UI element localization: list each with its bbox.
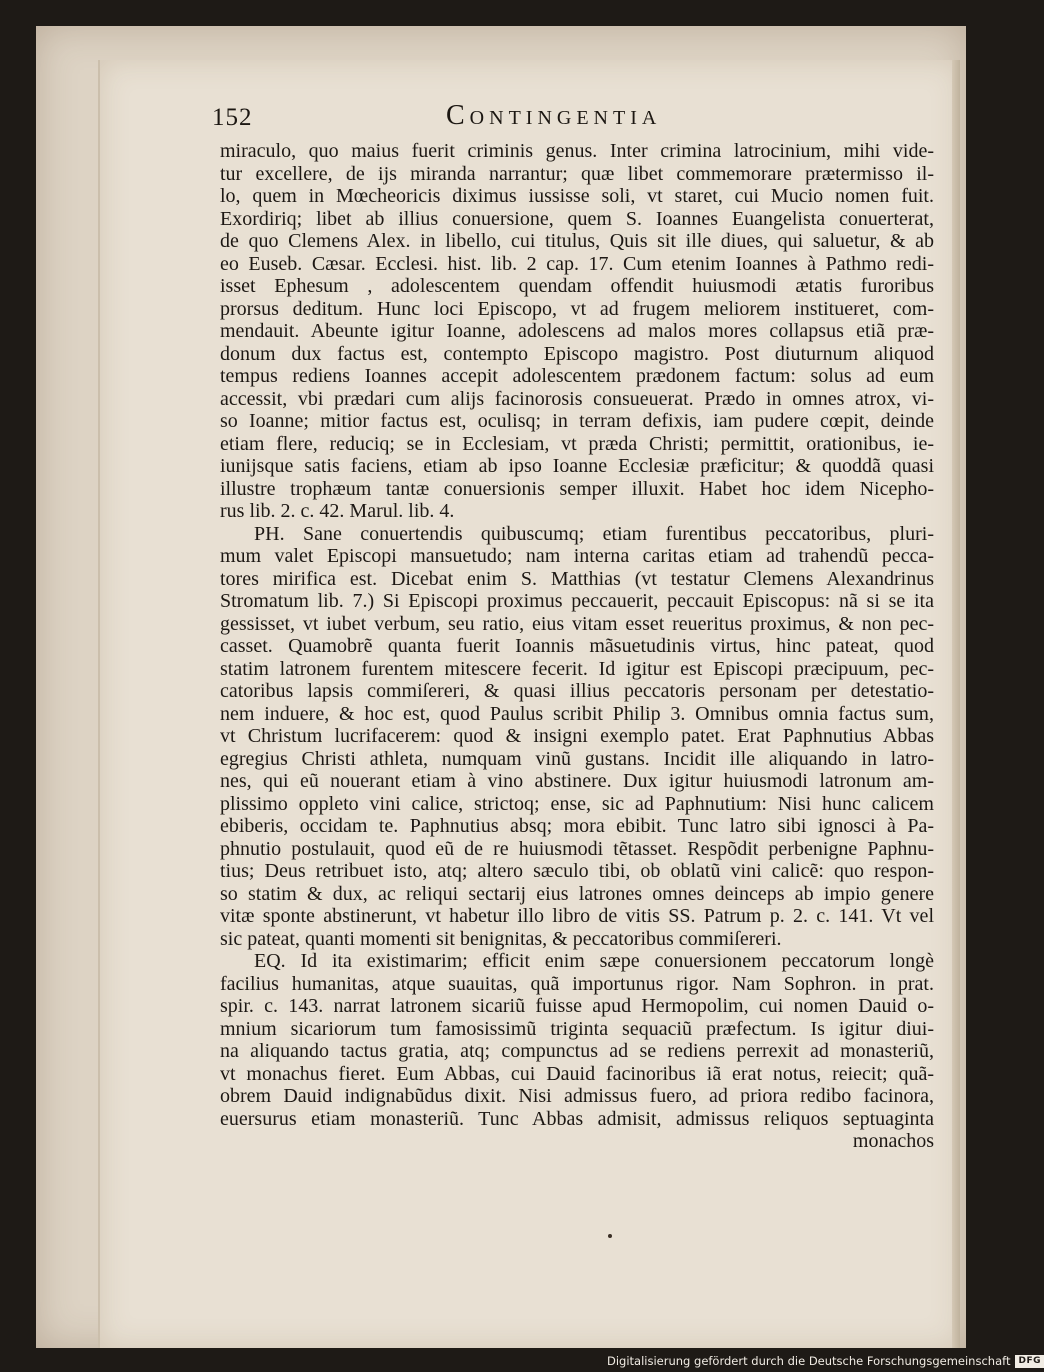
text-line: catoribus lapsis commiſereri, & quasi illius peccatoris personam per detestatio- bbox=[220, 680, 934, 702]
funding-credit: Digitalisierung gefördert durch die Deutsche Forschungsgemeinschaft bbox=[607, 1354, 1011, 1368]
text-line: mnium sicariorum tum famosissimũ triginta sequaciũ præfectum. Is igitur diui- bbox=[220, 1017, 934, 1040]
text-line: obrem Dauid indignabũdus dixit. Nisi admissus fuero, ad priora redibo facinora, bbox=[220, 1085, 934, 1107]
text-line: statim latronem furentem mitescere fecerit. Id igitur est Episcopi præcipuum, pec- bbox=[220, 657, 934, 680]
text-line: casset. Quamobrẽ quanta fuerit Ioannis mãsuetudinis virtus, hinc pateat, quod bbox=[220, 635, 934, 657]
text-line: prorsus deditum. Hunc loci Episcopo, vt ad frugem meliorem institueret, com- bbox=[220, 297, 934, 320]
text-line: egregius Christi athleta, numquam vinũ gustans. Incidit ille aliquando in latro- bbox=[220, 747, 934, 770]
running-title: Contingentia bbox=[446, 100, 662, 131]
text-line: mendauit. Abeunte igitur Ioanne, adolescens ad malos mores collapsus etiã præ- bbox=[220, 320, 934, 342]
text-line: eo Euseb. Cæsar. Ecclesi. hist. lib. 2 cap. 17. Cum etenim Ioannes à Pathmo redi- bbox=[220, 252, 934, 275]
text-line: vitæ sponte abstinerunt, vt habetur illo libro de vitis SS. Patrum p. 2. c. 141. Vt vel bbox=[220, 905, 934, 927]
text-line: Stromatum lib. 7.) Si Episcopi proximus peccauerit, peccauit Episcopus: nã si se ita bbox=[220, 590, 934, 612]
text-line: PH. Sane conuertendis quibuscumq; etiam furentibus peccatoribus, pluri- bbox=[254, 522, 934, 545]
text-line: accessit, vbi prædari cum alijs facinorosis consueuerat. Prædo in omnes atrox, vi- bbox=[220, 387, 934, 410]
text-line: mum valet Episcopi mansuetudo; nam interna caritas etiam ad trahendũ pecca- bbox=[220, 545, 934, 567]
text-line: so Ioanne; mitior factus est, oculisq; in terram defixis, iam pudere cœpit, deinde bbox=[220, 410, 934, 432]
text-line: vt Christum lucrifacerem: quod & insigni exemplo patet. Erat Paphnutius Abbas bbox=[220, 725, 934, 747]
text-line: illustre trophæum tantæ conuersionis semper illuxit. Habet hoc idem Nicepho- bbox=[220, 477, 934, 500]
text-line: na aliquando tactus gratia, atq; compunctus ad se rediens perrexit ad monasteriũ, bbox=[220, 1040, 934, 1062]
text-line: nem induere, & hoc est, quod Paulus scribit Philip 3. Omnibus omnia factus sum, bbox=[220, 702, 934, 725]
text-line: so statim & dux, ac reliqui sectarij eius latrones omnes deinceps ab impio genere bbox=[220, 882, 934, 905]
text-line: iunijsque satis faciens, etiam ab ipso Ioanne Ecclesiæ præficitur; & quoddã quasi bbox=[220, 455, 934, 477]
text-line: tempus rediens Ioannes accepit adolescentem prædonem factum: solus ad eum bbox=[220, 365, 934, 387]
text-line: EQ. Id ita existimarim; efficit enim sæpe conuersionem peccatorum longè bbox=[254, 950, 934, 972]
digitization-footer bbox=[607, 1352, 1044, 1370]
dfg-logo: DFG bbox=[1015, 1355, 1044, 1368]
text-line: etiam flere, reduciq; se in Ecclesiam, vt præda Christi; permittit, orationibus, ie- bbox=[220, 432, 934, 455]
text-line: rus lib. 2. c. 42. Marul. lib. 4. bbox=[220, 500, 455, 522]
text-line: spir. c. 143. narrat latronem sicariũ fuisse apud Hermopolim, cui nomen Dauid o- bbox=[220, 995, 934, 1017]
text-line: sic pateat, quanti momenti sit benignitas, & peccatoribus commiſereri. bbox=[220, 927, 782, 950]
text-line: de quo Clemens Alex. in libello, cui titulus, Quis sit ille diues, qui saluetur, & ab bbox=[220, 230, 934, 252]
text-line: Exordiriq; libet ab illius conuersione, quem S. Ioannes Euangelista conuerterat, bbox=[220, 207, 934, 230]
text-line: phnutio postulauit, quod eũ de re huiusmodi tẽtasset. Respõdit perbenigne Paphnu- bbox=[220, 837, 934, 860]
text-line: euersurus etiam monasteriũ. Tunc Abbas admisit, admissus reliquos septuaginta bbox=[220, 1107, 934, 1130]
text-line: miraculo, quo maius fuerit criminis genus. Inter crimina latrocinium, mihi vide- bbox=[220, 140, 934, 162]
catchword: monachos bbox=[852, 1130, 934, 1152]
page-edge bbox=[952, 60, 960, 1348]
signature-dot bbox=[608, 1234, 612, 1238]
text-line: facilius humanitas, atque suauitas, quã importunus rigor. Nam Sophron. in prat. bbox=[220, 972, 934, 995]
text-line: tur excellere, de ijs miranda narrantur; quæ libet commemorare prætermisso il- bbox=[220, 162, 934, 185]
text-line: isset Ephesum , adolescentem quendam offendit huiusmodi ætatis furoribus bbox=[220, 275, 934, 297]
text-line: ebiberis, occidam te. Paphnutius absq; mora ebibit. Tunc latro sibi ignosci à Pa- bbox=[220, 815, 934, 837]
text-line: lo, quem in Mœcheoricis diximus iussisse soli, vt staret, cui Mucio nomen fuit. bbox=[220, 185, 934, 207]
text-line: plissimo oppleto vini calice, strictoq; ense, sic ad Paphnutium: Nisi hunc calicem bbox=[220, 792, 934, 815]
text-line: nes, qui eũ nouerant etiam à vino abstinere. Dux igitur huiusmodi latronum am- bbox=[220, 770, 934, 792]
body-text bbox=[220, 140, 938, 1153]
page-number: 152 bbox=[212, 104, 253, 131]
page-header bbox=[212, 100, 932, 140]
text-line: vt monachus fieret. Eum Abbas, cui Dauid facinoribus iã erat notus, reiecit; quã- bbox=[220, 1062, 934, 1085]
text-line: gessisset, vt iubet verbum, seu ratio, eius vitam esset reueritus proximus, & non pec- bbox=[220, 612, 934, 635]
text-line: tores mirifica est. Dicebat enim S. Matthias (vt testatur Clemens Alexandrinus bbox=[220, 567, 934, 590]
text-line: tius; Deus retribuet isto, atq; altero sæculo tibi, ob oblatũ vini calicẽ: quo respon- bbox=[220, 860, 934, 882]
text-line: donum dux factus est, contempto Episcopo magistro. Post diuturnum aliquod bbox=[220, 342, 934, 365]
